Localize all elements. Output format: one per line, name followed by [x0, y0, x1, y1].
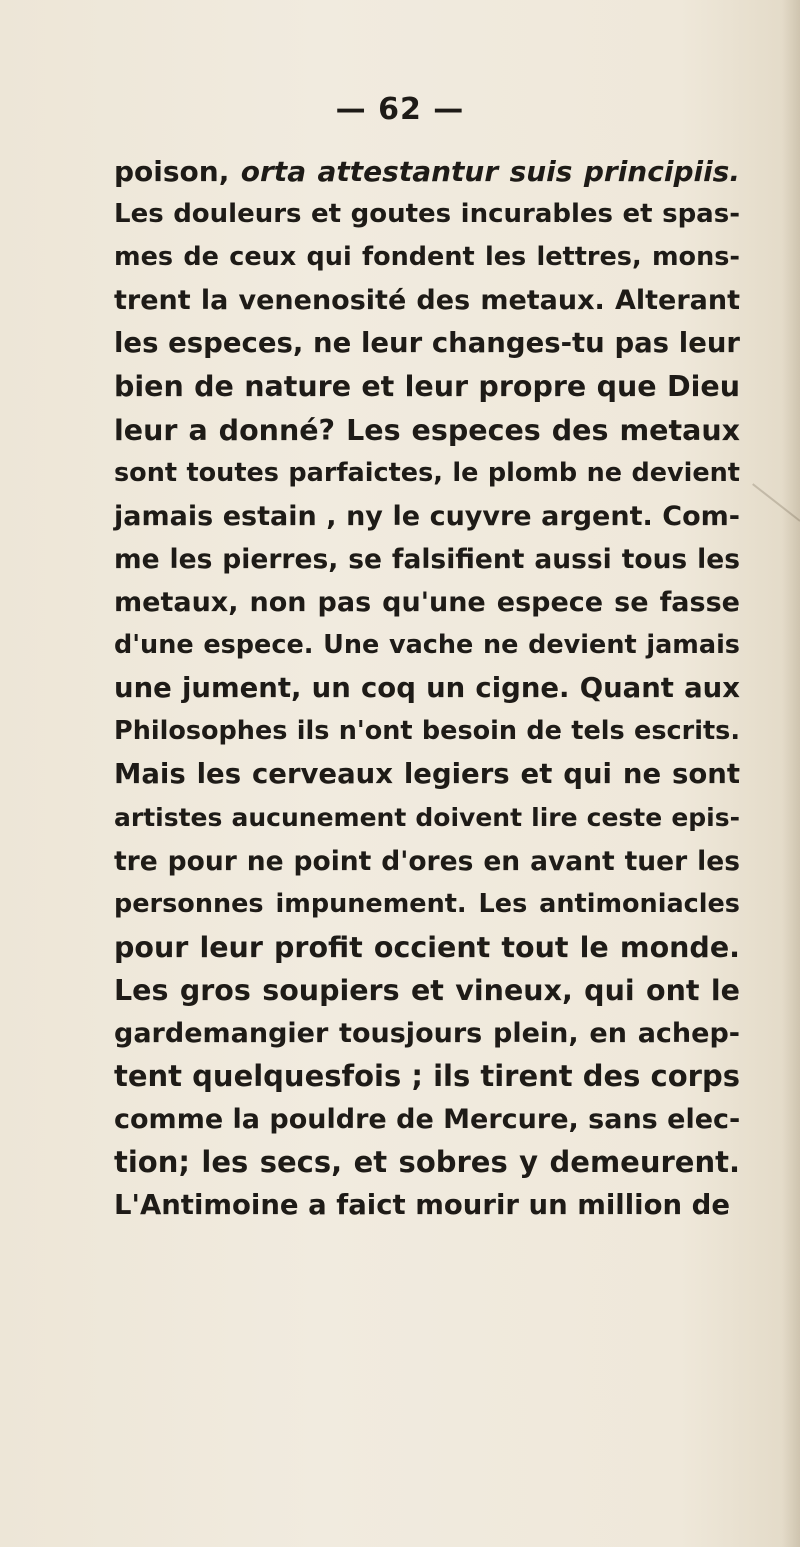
text-line: leur a donné? Les especes des metaux: [114, 413, 740, 447]
text-line: personnes impunement. Les antimoniacles: [114, 888, 740, 919]
text-line: tre pour ne point d'ores en avant tuer les: [114, 845, 740, 877]
text-line: jamais estain , ny le cuyvre argent. Com-: [114, 500, 740, 532]
text-line: tion; les secs, et sobres y demeurent.: [114, 1145, 740, 1180]
text-line: trent la venenosité des metaux. Alterant: [114, 285, 740, 317]
text-line: Les douleurs et goutes incurables et spas-: [114, 199, 740, 230]
text-line: Mais les cerveaux legiers et qui ne sont: [114, 758, 740, 791]
text-line: metaux, non pas qu'une espece se fasse: [114, 586, 740, 618]
text-line: pour leur profit occient tout le monde.: [114, 930, 740, 964]
text-line: tent quelquesfois ; ils tirent des corps: [114, 1058, 740, 1093]
text-line: sont toutes parfaictes, le plomb ne devient: [114, 457, 740, 488]
text-line: mes de ceux qui fondent les lettres, mons-: [114, 242, 740, 273]
text-line: bien de nature et leur propre que Dieu: [114, 370, 740, 404]
text-line: Philosophes ils n'ont besoin de tels escrits.: [114, 716, 740, 747]
text-line: poison, orta attestantur suis principiis.: [114, 155, 740, 188]
text-line: comme la pouldre de Mercure, sans elec-: [114, 1104, 741, 1136]
text-line: me les pierres, se falsifient aussi tous les: [114, 543, 740, 575]
body-text: [114, 150, 740, 1227]
text-line: L'Antimoine a faict mourir un million de: [114, 1189, 730, 1222]
text-line: Les gros soupiers et vineux, qui ont le: [114, 973, 740, 1007]
text-line: d'une espece. Une vache ne devient jamais: [114, 630, 740, 661]
page-number: — 62 —: [335, 92, 465, 127]
text-line: artistes aucunement doivent lire ceste epis-: [114, 803, 740, 833]
page-edge-shadow: [782, 0, 800, 1547]
latin-phrase: orta attestantur suis principiis.: [240, 155, 740, 188]
text-line: les especes, ne leur changes-tu pas leur: [114, 327, 740, 360]
text-line: une jument, un coq un cigne. Quant aux: [114, 672, 740, 705]
text-line: gardemangier tousjours plein, en achep-: [114, 1017, 740, 1049]
